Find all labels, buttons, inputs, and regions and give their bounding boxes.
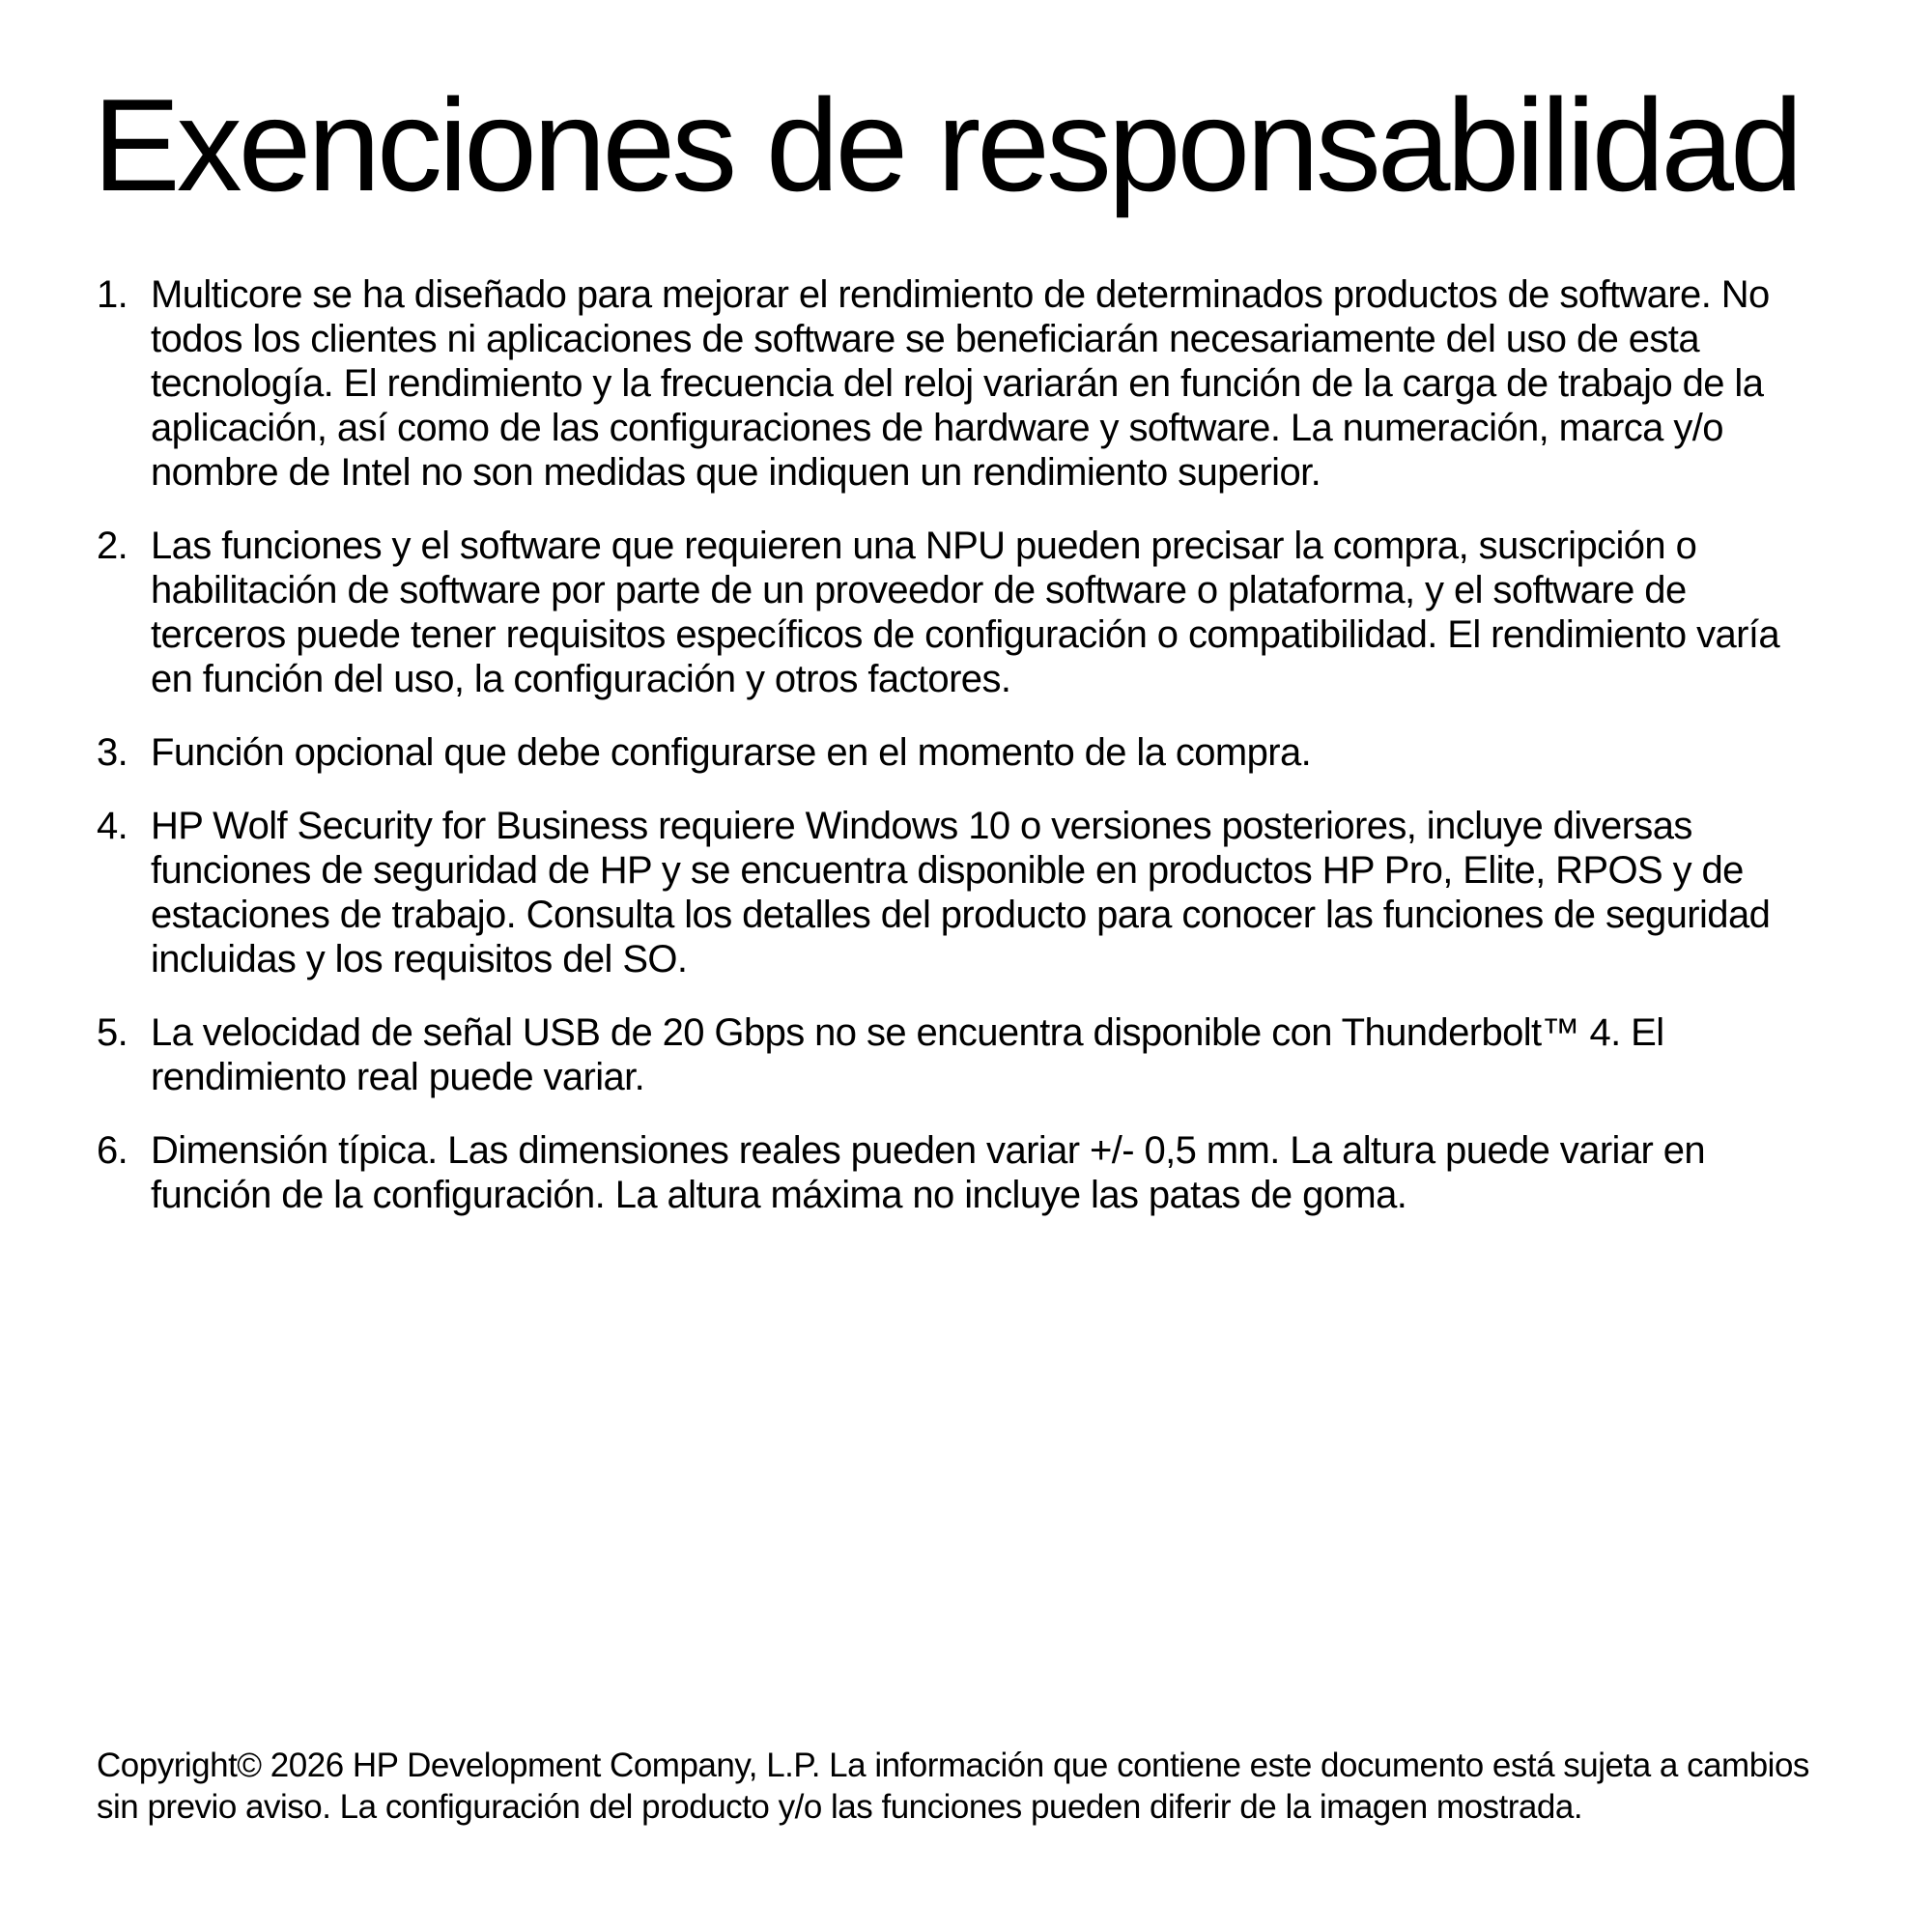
disclaimer-text: Dimensión típica. Las dimensiones reales pueden variar +/- 0,5 mm. La altura puede variar en función de la configuración. La altura máxima no incluye las patas de goma. <box>151 1129 1706 1216</box>
disclaimer-text: HP Wolf Security for Business requiere Windows 10 o versiones posteriores, incluye diversas funciones de seguridad de HP y se encuentra disponible en productos HP Pro, Elite, RPOS y de estaciones de trabajo. Consulta los detalles del producto para conocer las funciones de seguridad incluidas y los requisitos del SO. <box>151 805 1771 980</box>
disclaimer-item-5 <box>97 1010 1835 1099</box>
disclaimer-list <box>97 272 1835 1246</box>
disclaimer-item-4 <box>97 804 1835 981</box>
disclaimer-text: Multicore se ha diseñado para mejorar el rendimiento de determinados productos de software. No todos los clientes ni aplicaciones de software se beneficiarán necesariamente del uso de esta tecnología. El rendimiento y la frecuencia del reloj variarán en función de la carga de trabajo de la aplicación, así como de las configuraciones de hardware y software. La numeración, marca y/o nombre de Intel no son medidas que indiquen un rendimiento superior. <box>151 273 1770 494</box>
disclaimer-item-2 <box>97 524 1835 701</box>
disclaimer-text: La velocidad de señal USB de 20 Gbps no se encuentra disponible con Thunderbolt™ 4. El rendimiento real puede variar. <box>151 1011 1664 1098</box>
disclaimer-text: Función opcional que debe configurarse en el momento de la compra. <box>151 731 1312 774</box>
disclaimer-item-1 <box>97 272 1835 495</box>
disclaimer-number: 3. <box>97 731 128 774</box>
disclaimer-number: 4. <box>97 805 128 847</box>
disclaimer-number: 6. <box>97 1129 128 1172</box>
disclaimer-number: 5. <box>97 1011 128 1054</box>
disclaimer-text: Las funciones y el software que requieren una NPU pueden precisar la compra, suscripción o habilitación de software por parte de un proveedor de software o plataforma, y el software de terceros puede tener requisitos específicos de configuración o compatibilidad. El rendimiento varía en función del uso, la configuración y otros factores. <box>151 525 1780 700</box>
disclaimer-item-6 <box>97 1128 1835 1217</box>
disclaimer-item-3 <box>97 730 1835 775</box>
page-title: Exenciones de responsabilidad <box>93 71 1800 218</box>
copyright-notice: Copyright© 2026 HP Development Company, L.P. La información que contiene este documento está sujeta a cambios sin previo aviso. La configuración del producto y/o las funciones pueden diferir de la imagen mostrada. <box>97 1747 1809 1826</box>
disclaimer-number: 1. <box>97 273 128 316</box>
disclaimer-number: 2. <box>97 525 128 567</box>
